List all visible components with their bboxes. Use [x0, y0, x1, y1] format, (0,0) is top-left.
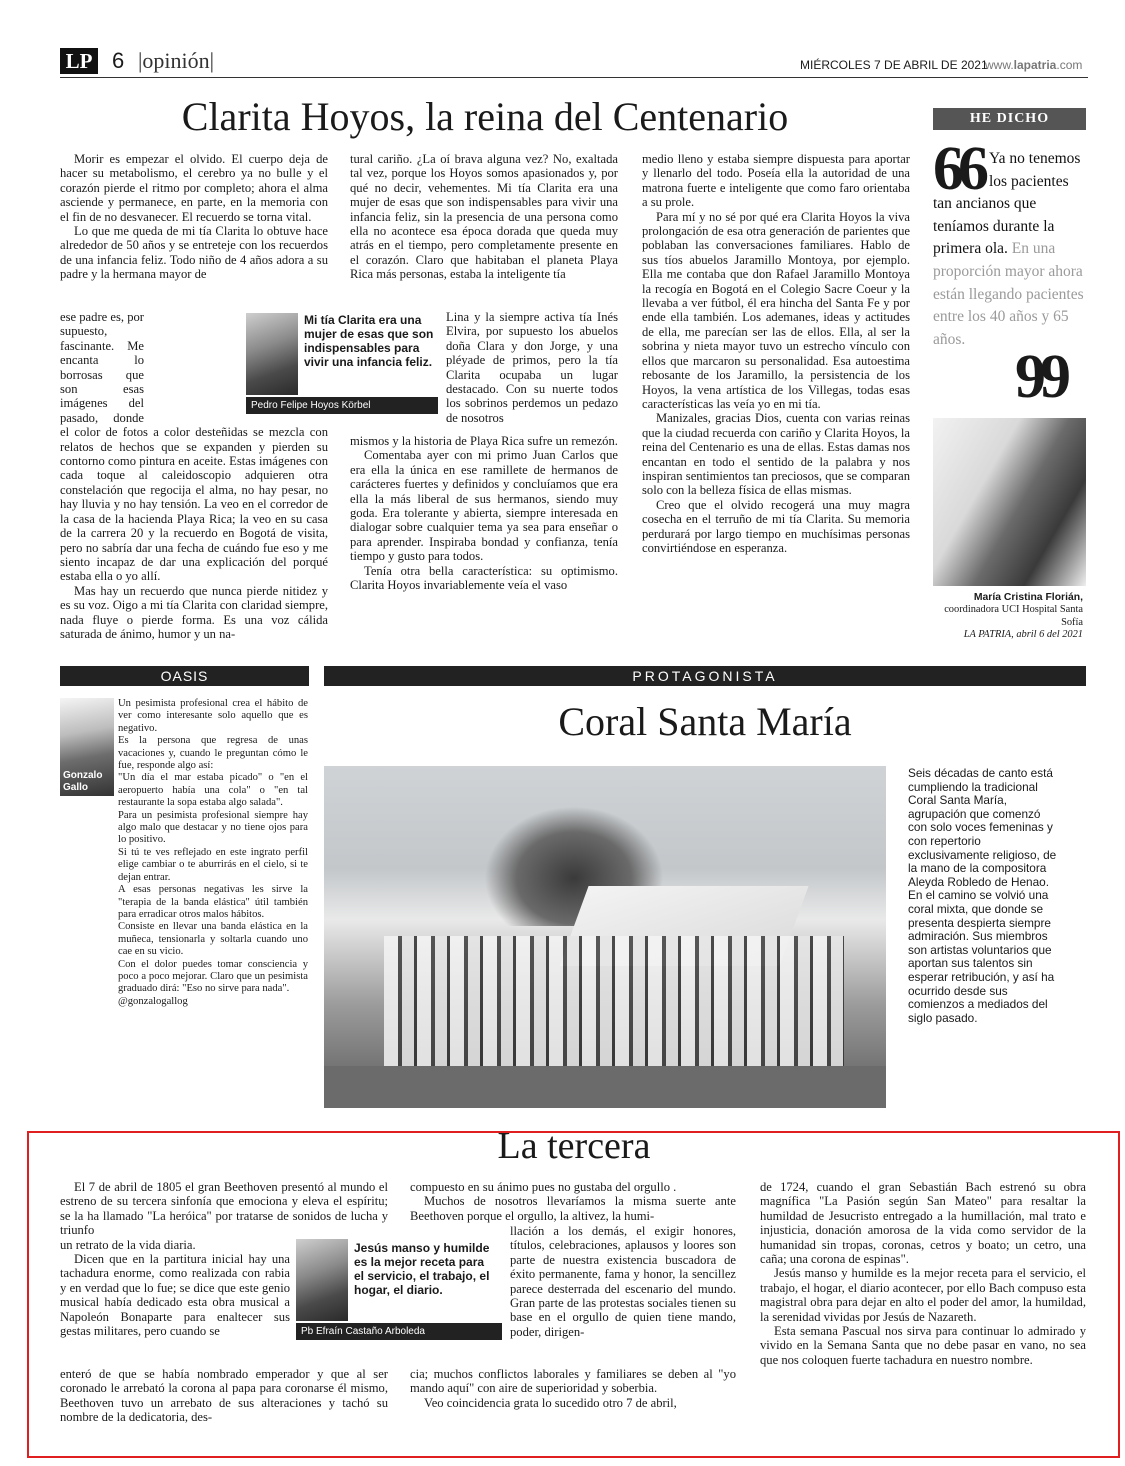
section-label: opinión: [142, 48, 210, 73]
pullquote-text: Mi tía Clarita era una mujer de esas que son indispensables para vivir una infancia feliz.: [304, 313, 434, 369]
paragraph: Es la persona que regresa de unas vacaciones y, cuando le preguntan cómo le fue, responde algo así:: [118, 735, 308, 772]
article2-column-1-end: [60, 1367, 388, 1425]
article1-column-2-end: [350, 434, 618, 592]
article2-column-2-wrap: [510, 1224, 736, 1339]
speaker-photo: [933, 418, 1086, 586]
article-title: Clarita Hoyos, la reina del Centenario: [181, 94, 789, 139]
speaker-name: María Cristina Florián,: [973, 592, 1083, 603]
protagonista-title: Coral Santa María: [558, 699, 852, 744]
paragraph: "Un día el mar estaba picado" o "en el aeropuerto había una cola" o "en tal restaurante la sopa estaba algo salada".: [118, 772, 308, 809]
paragraph: A esas personas negativas les sirve la "terapia de la banda elástica" útil también para erradicar otros malos hábitos.: [118, 884, 308, 920]
article2-column-2: [410, 1180, 736, 1223]
paragraph: enteró de que se había nombrado emperador y que al ser coronado le arrebató la corona al papa para coronarse él mismo, Beethoven tuvo un arrebato de sus alteraciones y tachó su nombre de la dedicatoria, des-: [60, 1367, 388, 1425]
he-dicho-label: HE DICHO: [933, 108, 1086, 130]
columnist-name: Gonzalo Gallo: [63, 770, 103, 793]
paragraph: Manizales, gracias Dios, cuenta con varias reinas que la ciudad recuerda con cariño y Clarita Hoyos, la reina del Centenario es una de ellas. Estas damas nos encantan en todo el sentido de la palabra y nos inspiran sentimientos tan preciosos, que se comparan solo con la belleza física de ellas mismas.: [642, 411, 910, 498]
article2-column-2-end: [410, 1367, 736, 1410]
paragraph: Para mí y no sé por qué era Clarita Hoyos la viva prolongación de esa otra generación de parientes que poblaban las conversaciones familiares. Hablo de sus tíos abuelos Jaramillo Montoya, por ejemplo. Ella me contaba que don Rafael Jaramillo Montoya la recogía en Bogotá en el Colegio Sacre Coeur y la llevaba a ver fútbol, él era hincha del Santa Fe y por ende ella también. Los ademanes, ideas y actitudes de ella, me parecían ser las de ellos. Ella, al ser la sobrina y nieta mayor tuvo un estrecho vínculo con ellos que marcaron su personalidad. Esa autoestima rebosante de los Jaramillo, la persistencia de los Hoyos, la vena artística de los Villegas, todas esas características las veía yo en mi tía.: [642, 209, 910, 411]
open-quote-icon: 66: [933, 135, 983, 203]
speaker-source: LA PATRIA, abril 6 del 2021: [963, 629, 1083, 641]
article1-column-1: [60, 152, 328, 282]
paragraph: Con el dolor puedes tomar consciencia y poco a poco mejorar. Claro que un pesimista graduado dirá: "Eso no sirve para nada".: [118, 958, 308, 995]
paragraph: Mas hay un recuerdo que nunca pierde nitidez y es su voz. Oigo a mi tía Clarita con claridad siempre, nada fluye o pierde forma. Es una voz cálida saturada de ánimo, humor y un na-: [60, 583, 328, 641]
paragraph: llación a los demás, el exigir honores, títulos, celebraciones, aplausos y loores son parte de nuestra existencia buscadora de éxito permanente, fama y honor, la sencillez parece desterrada del escenario del mundo. Gran parte de las protestas sociales tienen su base en el orgullo de quien tiene mando, poder, dirigen-: [510, 1224, 736, 1339]
paragraph: Si tú te ves reflejado en este ingrato perfil elige cambiar o te aburrirás en el cielo, si te dejan entrar.: [118, 846, 308, 883]
paragraph: Lo que me queda de mi tía Clarita lo obtuve hace alrededor de 50 años y se entreteje con los recuerdos de una infancia feliz. Todo niño de 4 años adora a su padre y la hermana mayor de: [60, 224, 328, 282]
article2-title: La tercera: [497, 1125, 651, 1167]
paragraph: Creo que el olvido recogerá una muy magra cosecha en el terruño de mi tía Clarita. Su memoria perdurará por largo tiempo en muchísimas personas convirtiéndose en esperanza.: [642, 497, 910, 555]
paragraph: cia; muchos conflictos laborales y familiares se deben al "yo mando aquí" con aire de superioridad y soberbia.: [410, 1367, 736, 1396]
article1-column-2-wrap: [446, 310, 618, 425]
photo-caption: Seis décadas de canto está cumpliendo la tradicional Coral Santa María, agrupación que comenzó con solo voces femeninas y con repertorio exclusivamente religioso, de la mano de la compositora Aleyda Robledo de Henao. En el camino se volvió una coral mixta, que donde se presenta despierta siempre admiración. Sus miembros son artistas voluntarios que aportan sus talentos sin esperar retribución, y así ha ocurrido desde sus comienzos a mediados del siglo pasado.: [908, 766, 1057, 1025]
paragraph: Esta semana Pascual nos sirva para continuar lo admirado y vivido en la Semana Santa que no debe pasar en vano, no sea que nos coloquen fuerte tachadura en nuestro nombre.: [760, 1324, 1086, 1367]
speaker-role: coordinadora UCI Hospital Santa Sofía: [944, 604, 1083, 628]
oasis-body: [118, 698, 308, 1008]
paragraph: Consiste en llevar una banda elástica en la muñeca, tensionarla y soltarla cuando uno cae en su vicio.: [118, 921, 308, 958]
speaker-credit: [933, 592, 1083, 642]
paragraph: Lina y la siempre activa tía Inés Elvira, por supuesto los abuelos doña Clara y don Jorge, y una pléyade de primos, pero la tía Clarita ocupaba un lugar destacado. Con su nuerte todos los sobrinos perdemos un pedazo de nosotros: [446, 310, 618, 425]
paragraph: Para un pesimista profesional siempre hay algo malo que destacar y no tiene ojos para lo positivo.: [118, 809, 308, 846]
paragraph: tural cariño. ¿La oí brava alguna vez? No, exaltada tal vez, porque los Hoyos somos apasionados y, por qué no decir, vehementes. Mi tía Clarita era una mujer de esas que son indispensables para vivir una infancia feliz, sin la presencia de una persona como ella no acontece esa época dorada que queda muy atrás en el tiempo, pero completamente presente en el corazón. Claro que habitaban el planeta Playa Rica más personas, estaba la inteligente tía: [350, 152, 618, 282]
section-name: |opinión|: [138, 48, 215, 73]
quote-text: [933, 148, 1086, 351]
paragraph: Comentaba ayer con mi primo Juan Carlos que era ella la única en ese ramillete de hermanos de carácteres fuertes y definidos y concluíamos que era ella la más liberal de sus hermanos, siendo muy goda. Era tolerante y abierta, siempre interesada en dialogar sobre cualquier tema ya sea para enseñar o para aprender. Inspiraba bondad y confianza, tenía tiempo y gusto para todos.: [350, 448, 618, 564]
paragraph: Un pesimista profesional crea el hábito de ver como interesante solo aquello que es negativo.: [118, 698, 308, 734]
header-date: MIÉRCOLES 7 DE ABRIL DE 2021: [800, 58, 988, 72]
quote-dark: Ya no tenemos los pacientes tan ancianos que teníamos durante la primera ola.: [933, 150, 1081, 258]
pullquote-text: Jesús manso y humilde es la mejor receta para el servicio, el trabajo, el hogar, el diario.: [354, 1241, 490, 1297]
close-quote-icon: 99: [1015, 343, 1065, 411]
social-handle[interactable]: @gonzalogallog: [118, 995, 188, 1007]
paragraph: El 7 de abril de 1805 el gran Beethoven presentó al mundo el estreno de su tercera sinfonía que emociona y eleva el espíritu; se la ha llamado "La heróica" por tratarse de sonidos de lucha y triunfo: [60, 1180, 388, 1238]
ground: [324, 1066, 886, 1108]
quote-light: En una proporción mayor ahora están llegando pacientes entre los 40 años y 65 años.: [933, 240, 1084, 348]
paragraph: mismos y la historia de Playa Rica sufre un remezón.: [350, 434, 618, 448]
page-header: [60, 48, 1090, 78]
paragraph: de 1724, cuando el gran Sebastián Bach estrenó su obra magnífica "La Pasión según San Mateo" para resaltar la humildad de Jesucristo entregado a la humillación, mal trato e injusticia, donación amorosa de la vida como servidor de la humanidad sin tropas, coronas, cetros y boato; un cetro, una caña; una corona de espinas".: [760, 1180, 1086, 1267]
logo: LP: [60, 48, 98, 74]
paragraph: un retrato de la vida diaria.: [60, 1237, 196, 1252]
paragraph: Morir es empezar el olvido. El cuerpo deja de hacer su metabolismo, el cerebro ya no bulle y el corazón pierde el ritmo por completo; ahora el alma asciende y permanece, en parte, en la memoria con el fin de no desvanecer. El recuerdo se torna vital.: [60, 152, 328, 224]
pullquote-box: [246, 313, 438, 417]
choir-photo: [324, 766, 886, 1108]
paragraph: medio lleno y estaba siempre dispuesta para aportar y llenarlo del todo. Poseía ella la autoridad de una matrona fuerte e inteligente que como faro orientaba a su prole.: [642, 152, 910, 210]
article2-column-3: [760, 1180, 1086, 1367]
article2-column-1-wrap: [60, 1252, 290, 1338]
choir-group: [384, 936, 844, 1086]
pullquote-box: [296, 1239, 502, 1343]
paragraph: Dicen que en la partitura inicial hay una tachadura enorme, como realizada con rabia y en verdad que lo fue; se dice que este genio musical había dedicado esta obra musical a Napoleón Bonaparte para enaltecer sus gestas militares, pero cuando se: [60, 1252, 290, 1339]
author-photo: [296, 1239, 348, 1321]
article1-column-2: [350, 152, 618, 282]
header-website[interactable]: www.lapatria.com: [985, 58, 1083, 72]
columnist-photo: [60, 698, 114, 796]
paragraph: compuesto en su ánimo pues no gustaba del orgullo .: [410, 1180, 677, 1194]
oasis-label: OASIS: [60, 666, 309, 686]
paragraph: Tenía otra bella característica: su optimismo. Clarita Hoyos invariablemente veía el vaso: [350, 563, 618, 593]
page-number: 6: [112, 48, 125, 73]
article1-column-3: [642, 152, 910, 555]
paragraph: ese padre es, por supuesto, fascinante. Me encanta lo borrosas que son esas imágenes del pasado, donde el color de fotos a color desteñidas se mezcla con relatos de hechos que se expanden y pierden su contorno como pintura en aceite. Estas imágenes con cada toque al caleidoscopio adquieren otra constelación que regocija el alma, no hay pesar, no hay lluvia y no hay tensión. La veo en el corredor de la casa de la hacienda Playa Rica; la veo en su casa de la carrera 20 y la recuerdo en Bogotá de visita, pero no sabría dar una fecha de cuándo fue eso y me siento incapaz de dar una explicación del porqué estaba ella o yo allí.: [60, 310, 328, 584]
header-rule: [60, 77, 1088, 78]
paragraph: Jesús manso y humilde es la mejor receta para el servicio, el trabajo, el hogar, el diario acontecer, por ello Bach compuso esta magistral obra para dejar en alto el poder del amor, la humildad, la serenidad vividas por Jesús de Nazareth.: [760, 1266, 1086, 1324]
paragraph: Muchos de nosotros llevaríamos la misma suerte ante Beethoven porque el orgullo, la altivez, la humi-: [410, 1194, 736, 1223]
author-name: Pedro Felipe Hoyos Körbel: [246, 397, 438, 414]
paragraph: Veo coincidencia grata lo sucedido otro 7 de abril,: [424, 1395, 677, 1410]
he-dicho-panel: [933, 108, 1086, 648]
author-photo: [246, 313, 298, 395]
author-name: Pb Efraín Castaño Arboleda: [296, 1323, 502, 1340]
protagonista-label: PROTAGONISTA: [324, 666, 1086, 686]
